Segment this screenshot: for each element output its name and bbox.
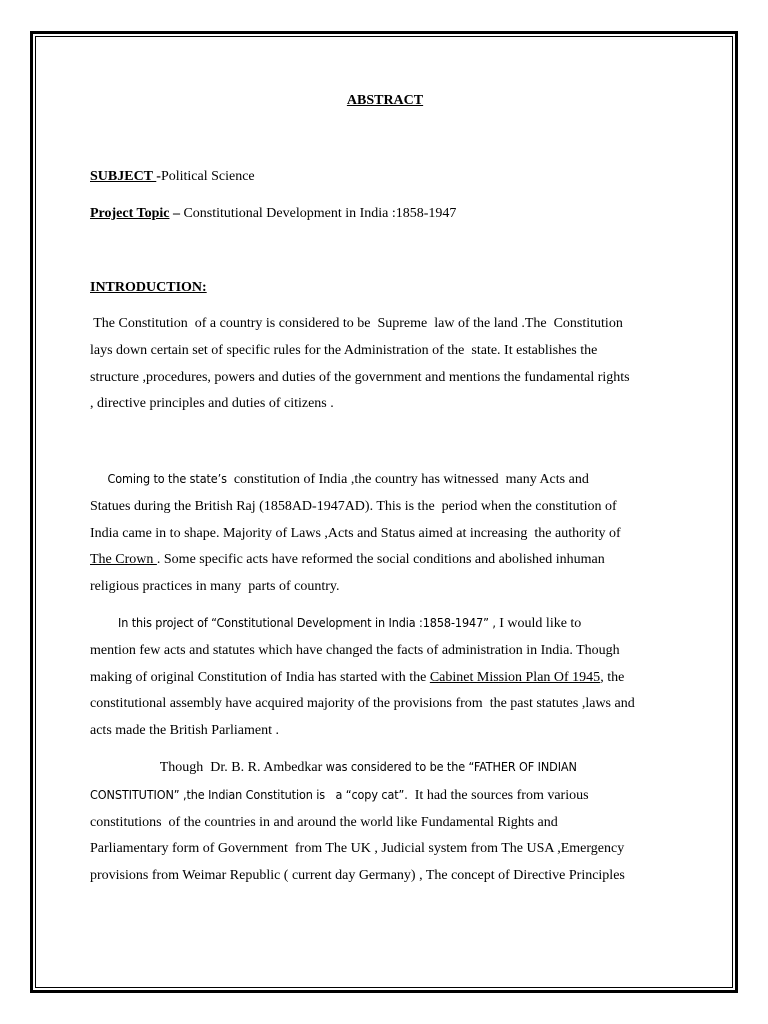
para4-line-3: constitutions of the countries in and around the world like Fundamental Rights and [90,814,558,830]
page-title: ABSTRACT [346,93,424,108]
paragraph-2 [90,466,682,601]
para1-line: structure ,procedures, powers and duties of the government and mentions the fundamental rights [90,369,630,385]
the-crown-link[interactable]: The Crown [90,552,157,568]
paragraph-3 [90,610,682,745]
para4-line2-sans: CONSTITUTION” ,the Indian Constitution is a “copy cat”. [90,786,408,802]
para3-indent [90,616,118,631]
para2-line4-rest: . Some specific acts have reformed the social conditions and abolished inhuman [156,552,605,568]
project-topic-dash: – [169,206,184,221]
para4-line-4: Parliamentary form of Government from The UK , Judicial system from The USA ,Emergency [90,841,625,857]
para2-sans-start: Coming to the state’s [107,471,231,486]
para4-line2-rest: It had the sources from various [407,787,589,803]
para3-line1-rest: I would like to [499,616,582,631]
paragraph-4 [90,754,682,890]
subject-label: SUBJECT [90,169,157,184]
para4-line-2 [90,782,682,810]
para3-line-2: mention few acts and statutes which have changed the facts of administration in India. Though [90,642,620,658]
para2-line1-rest: constitution of India ,the country has witnessed many Acts and [230,472,589,487]
project-topic-value: Constitutional Development in India :1858-1947 [183,206,457,221]
para3-line-3 [90,665,682,692]
introduction-heading: INTRODUCTION: [90,280,207,295]
para4-line1-serif: Though Dr. B. R. Ambedkar [159,760,326,775]
para2-line-1 [90,466,682,494]
para1-line: The Constitution of a country is considered to be Supreme law of the land .The Constitution [90,316,623,331]
para1-line: , directive principles and duties of citizens . [90,396,334,412]
para3-sans-part: In this project of “Constitutional Development in India :1858-1947” , [118,615,500,630]
para2-line-5: religious practices in many parts of country. [90,579,340,595]
para4-line1-sans: was considered to be the “FATHER OF INDIAN [325,759,577,774]
para3-line3-start: making of original Constitution of India has started with the [90,669,430,685]
subject-dash: - [156,169,161,184]
subject-value: Political Science [160,169,255,184]
cabinet-mission-link[interactable]: Cabinet Mission Plan Of 1945 [429,669,601,685]
para2-line-2: Statues during the British Raj (1858AD-1947AD). This is the period when the constitution of [90,498,617,514]
para2-line-4 [90,547,682,574]
paragraph-1 [90,311,682,418]
para3-line3-end: , the [600,669,625,685]
project-topic-line [90,205,456,223]
para4-line-1 [90,754,682,782]
para2-indent [90,472,108,487]
para3-line-1 [90,610,682,638]
subject-line [90,168,255,186]
para3-line-5: acts made the British Parliament . [90,723,279,739]
para1-line: lays down certain set of specific rules for the Administration of the state. It establishes the [90,342,598,358]
para4-indent [90,760,160,775]
para2-line-3: India came in to shape. Majority of Laws ,Acts and Status aimed at increasing the authority of [90,525,621,541]
project-topic-label: Project Topic [90,206,170,221]
para3-line-4: constitutional assembly have acquired majority of the provisions from the past statutes ,laws and [90,696,635,712]
para4-line-5: provisions from Weimar Republic ( current day Germany) , The concept of Directive Principles [90,868,625,884]
